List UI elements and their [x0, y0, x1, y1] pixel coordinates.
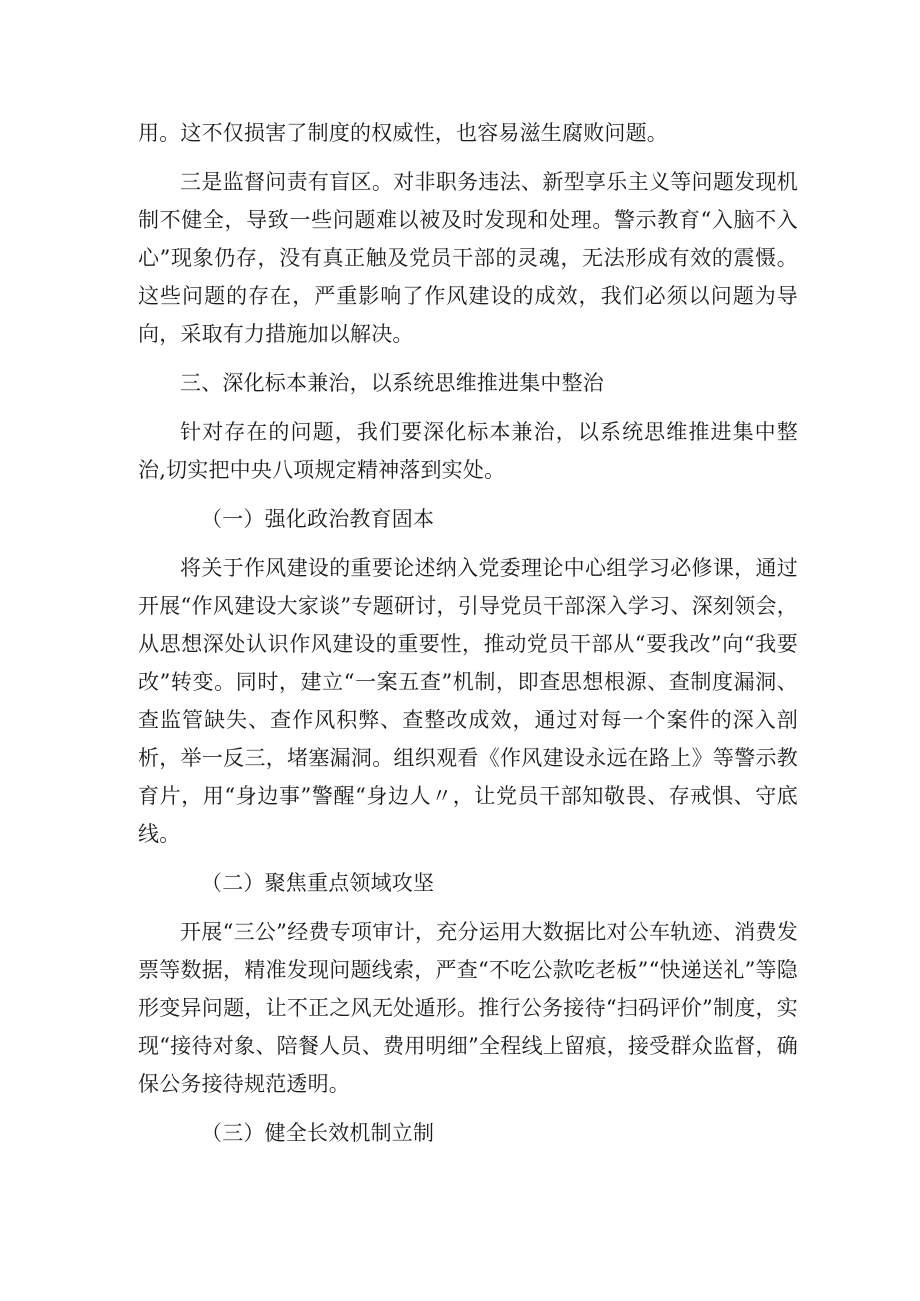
subheading-two: （二）聚焦重点领域攻坚: [201, 871, 435, 895]
subheading-three: （三）健全长效机制立制: [201, 1121, 435, 1145]
paragraph-key-areas: 开展“三公”经费专项审计，充分运用大数据比对公车轨迹、消费发票等数据，精准发现问题线索，严查“不吃公款吃老板”“快递送礼”等隐形变异问题，让不正之风无处遁形。推行公务接待“扫码评价”制度，实现“接待对象、陪餐人员、费用明细”全程线上留痕，接受群众监督，确保公务接待规范透明。: [138, 920, 798, 1096]
paragraph-supervision-blind-spots: 三是监督问责有盲区。对非职务违法、新型享乐主义等问题发现机制不健全，导致一些问题难以被及时发现和处理。警示教育“入脑不入心”现象仍存，没有真正触及党员干部的灵魂，无法形成有效的震慑。这些问题的存在，严重影响了作风建设的成效，我们必须以问题为导向，采取有力措施加以解决。: [138, 170, 798, 346]
subheading-one: （一）强化政治教育固本: [201, 507, 435, 531]
paragraph-political-education: 将关于作风建设的重要论述纳入党委理论中心组学习必修课，通过开展“作风建设大家谈”专题研讨，引导党员干部深入学习、深刻领会，从思想深处认识作风建设的重要性，推动党员干部从“要我改”向“我要改”转变。同时，建立“一案五查”机制，即查思想根源、查制度漏洞、查监管缺失、查作风积弊、查整改成效，通过对每一个案件的深入剖析，举一反三，堵塞漏洞。组织观看《作风建设永远在路上》等警示教育片，用“身边事”警醒“身边人〃，让党员干部知敬畏、存戒惧、守底线。: [138, 556, 798, 846]
paragraph-section-intro: 针对存在的问题，我们要深化标本兼治，以系统思维推进集中整治,切实把中央八项规定精神落到实处。: [138, 420, 798, 482]
document-body: [138, 114, 798, 1163]
paragraph-continuation: 用。这不仅损害了制度的权威性，也容易滋生腐败问题。: [138, 121, 668, 145]
section-heading-three: 三、深化标本兼治，以系统思维推进集中整治: [180, 371, 604, 395]
